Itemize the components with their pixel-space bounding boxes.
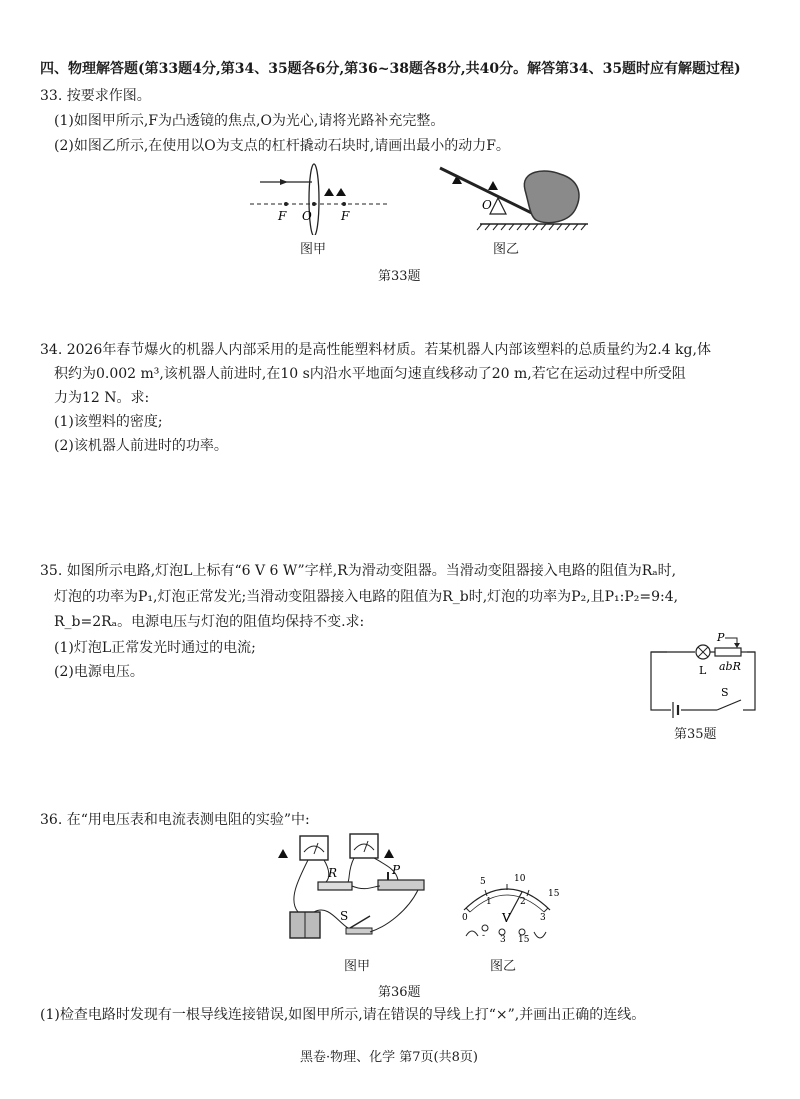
rheostat xyxy=(715,648,741,656)
q35-circuit xyxy=(645,628,765,718)
convex-lens xyxy=(309,164,319,235)
q33-stem: 33. 按要求作图。 xyxy=(40,88,151,104)
q34-line3: 力为12 N。求: xyxy=(54,390,150,406)
q35-caption: 第35题 xyxy=(674,727,717,742)
label-O: O xyxy=(482,198,492,212)
q35-part1: (1)灯泡L正常发光时通过的电流; xyxy=(54,640,256,656)
q33-caption: 第33题 xyxy=(378,269,421,284)
terminal-3: 3 xyxy=(500,935,506,945)
label-P: P xyxy=(717,631,725,644)
scale-top-15: 15 xyxy=(548,889,560,899)
label-O: O xyxy=(302,209,312,223)
triangle-mark-icon xyxy=(488,181,498,190)
terminal-15: 15 xyxy=(518,935,530,945)
triangle-mark-icon xyxy=(324,188,334,196)
q33-lens-figure xyxy=(250,160,390,235)
label-F-right: F xyxy=(341,209,350,223)
q34-part2: (2)该机器人前进时的功率。 xyxy=(54,438,228,454)
q35-line3: R_b=2Rₐ。电源电压与灯泡的阻值均保持不变.求: xyxy=(54,614,365,630)
q33-lever-figure xyxy=(430,160,590,238)
resistor-R xyxy=(318,882,352,890)
ray-arrow-icon xyxy=(280,179,288,185)
optical-center-dot xyxy=(312,202,316,206)
q36-caption: 第36题 xyxy=(378,985,421,1000)
q36-part1: (1)检查电路时发现有一根导线连接错误,如图甲所示,请在错误的导线上打“×”,并画出正确的连线。 xyxy=(40,1007,646,1023)
label-R: R xyxy=(328,866,338,880)
label-abR: abR xyxy=(719,660,741,673)
ground-hatch xyxy=(477,224,586,230)
section-header: 四、物理解答题(第33题4分,第34、35题各6分,第36~38题各8分,共40分。解答第34、35题时应有解题过程) xyxy=(40,61,741,77)
q34-line2: 积约为0.002 m³,该机器人前进时,在10 s内沿水平地面匀速直线移动了20 m,若它在运动过程中所受阻 xyxy=(54,366,686,382)
scale-bottom-1: 1 xyxy=(486,897,492,907)
q35-line1: 35. 如图所示电路,灯泡L上标有“6 V 6 W”字样,R为滑动变阻器。当滑动变阻器接入电路的阻值为Rₐ时, xyxy=(40,563,677,579)
triangle-mark-icon xyxy=(278,849,288,858)
q34-part1: (1)该塑料的密度; xyxy=(54,414,163,430)
rock xyxy=(524,171,579,223)
switch-icon xyxy=(346,928,372,934)
triangle-mark-icon xyxy=(384,849,394,858)
label-S: S xyxy=(721,686,729,699)
q33-part2: (2)如图乙所示,在使用以O为支点的杠杆撬动石块时,请画出最小的动力F。 xyxy=(54,138,510,154)
focus-right-dot xyxy=(342,202,346,206)
q36-stem: 36. 在“用电压表和电流表测电阻的实验”中: xyxy=(40,812,310,828)
triangle-mark-icon xyxy=(336,188,346,196)
q35-line2: 灯泡的功率为P₁,灯泡正常发光;当滑动变阻器接入电路的阻值为R_b时,灯泡的功率为P₂,且P₁:P₂=9:4, xyxy=(54,589,679,605)
q36-voltmeter-dial xyxy=(452,870,562,950)
q36-fig-jia-caption: 图甲 xyxy=(344,959,371,974)
terminal-minus: - xyxy=(482,931,486,941)
scale-top-5: 5 xyxy=(480,877,486,887)
q36-fig-yi-caption: 图乙 xyxy=(490,959,517,974)
label-S: S xyxy=(340,909,349,923)
page-footer: 黑卷·物理、化学 第7页(共8页) xyxy=(300,1050,478,1065)
label-P: P xyxy=(392,863,401,877)
scale-bottom-0: 0 xyxy=(462,913,468,923)
q36-apparatus-figure xyxy=(278,830,428,950)
ammeter-icon xyxy=(300,836,328,860)
focus-left-dot xyxy=(284,202,288,206)
scale-bottom-2: 2 xyxy=(520,897,526,907)
voltmeter-icon xyxy=(350,834,378,858)
q33-part1: (1)如图甲所示,F为凸透镜的焦点,O为光心,请将光路补充完整。 xyxy=(54,113,445,129)
label-F-left: F xyxy=(278,209,287,223)
dial-arc xyxy=(464,889,550,910)
q33-fig-jia-caption: 图甲 xyxy=(300,242,327,257)
q34-line1: 34. 2026年春节爆火的机器人内部采用的是高性能塑料材质。若某机器人内部该塑料的总质量约为2.4 kg,体 xyxy=(40,342,711,358)
scale-top-10: 10 xyxy=(514,874,526,884)
label-L: L xyxy=(699,664,707,677)
q35-part2: (2)电源电压。 xyxy=(54,664,144,680)
rheostat xyxy=(378,880,424,890)
scale-bottom-3: 3 xyxy=(540,913,546,923)
unit-label: V xyxy=(502,911,511,925)
q33-fig-yi-caption: 图乙 xyxy=(493,242,520,257)
